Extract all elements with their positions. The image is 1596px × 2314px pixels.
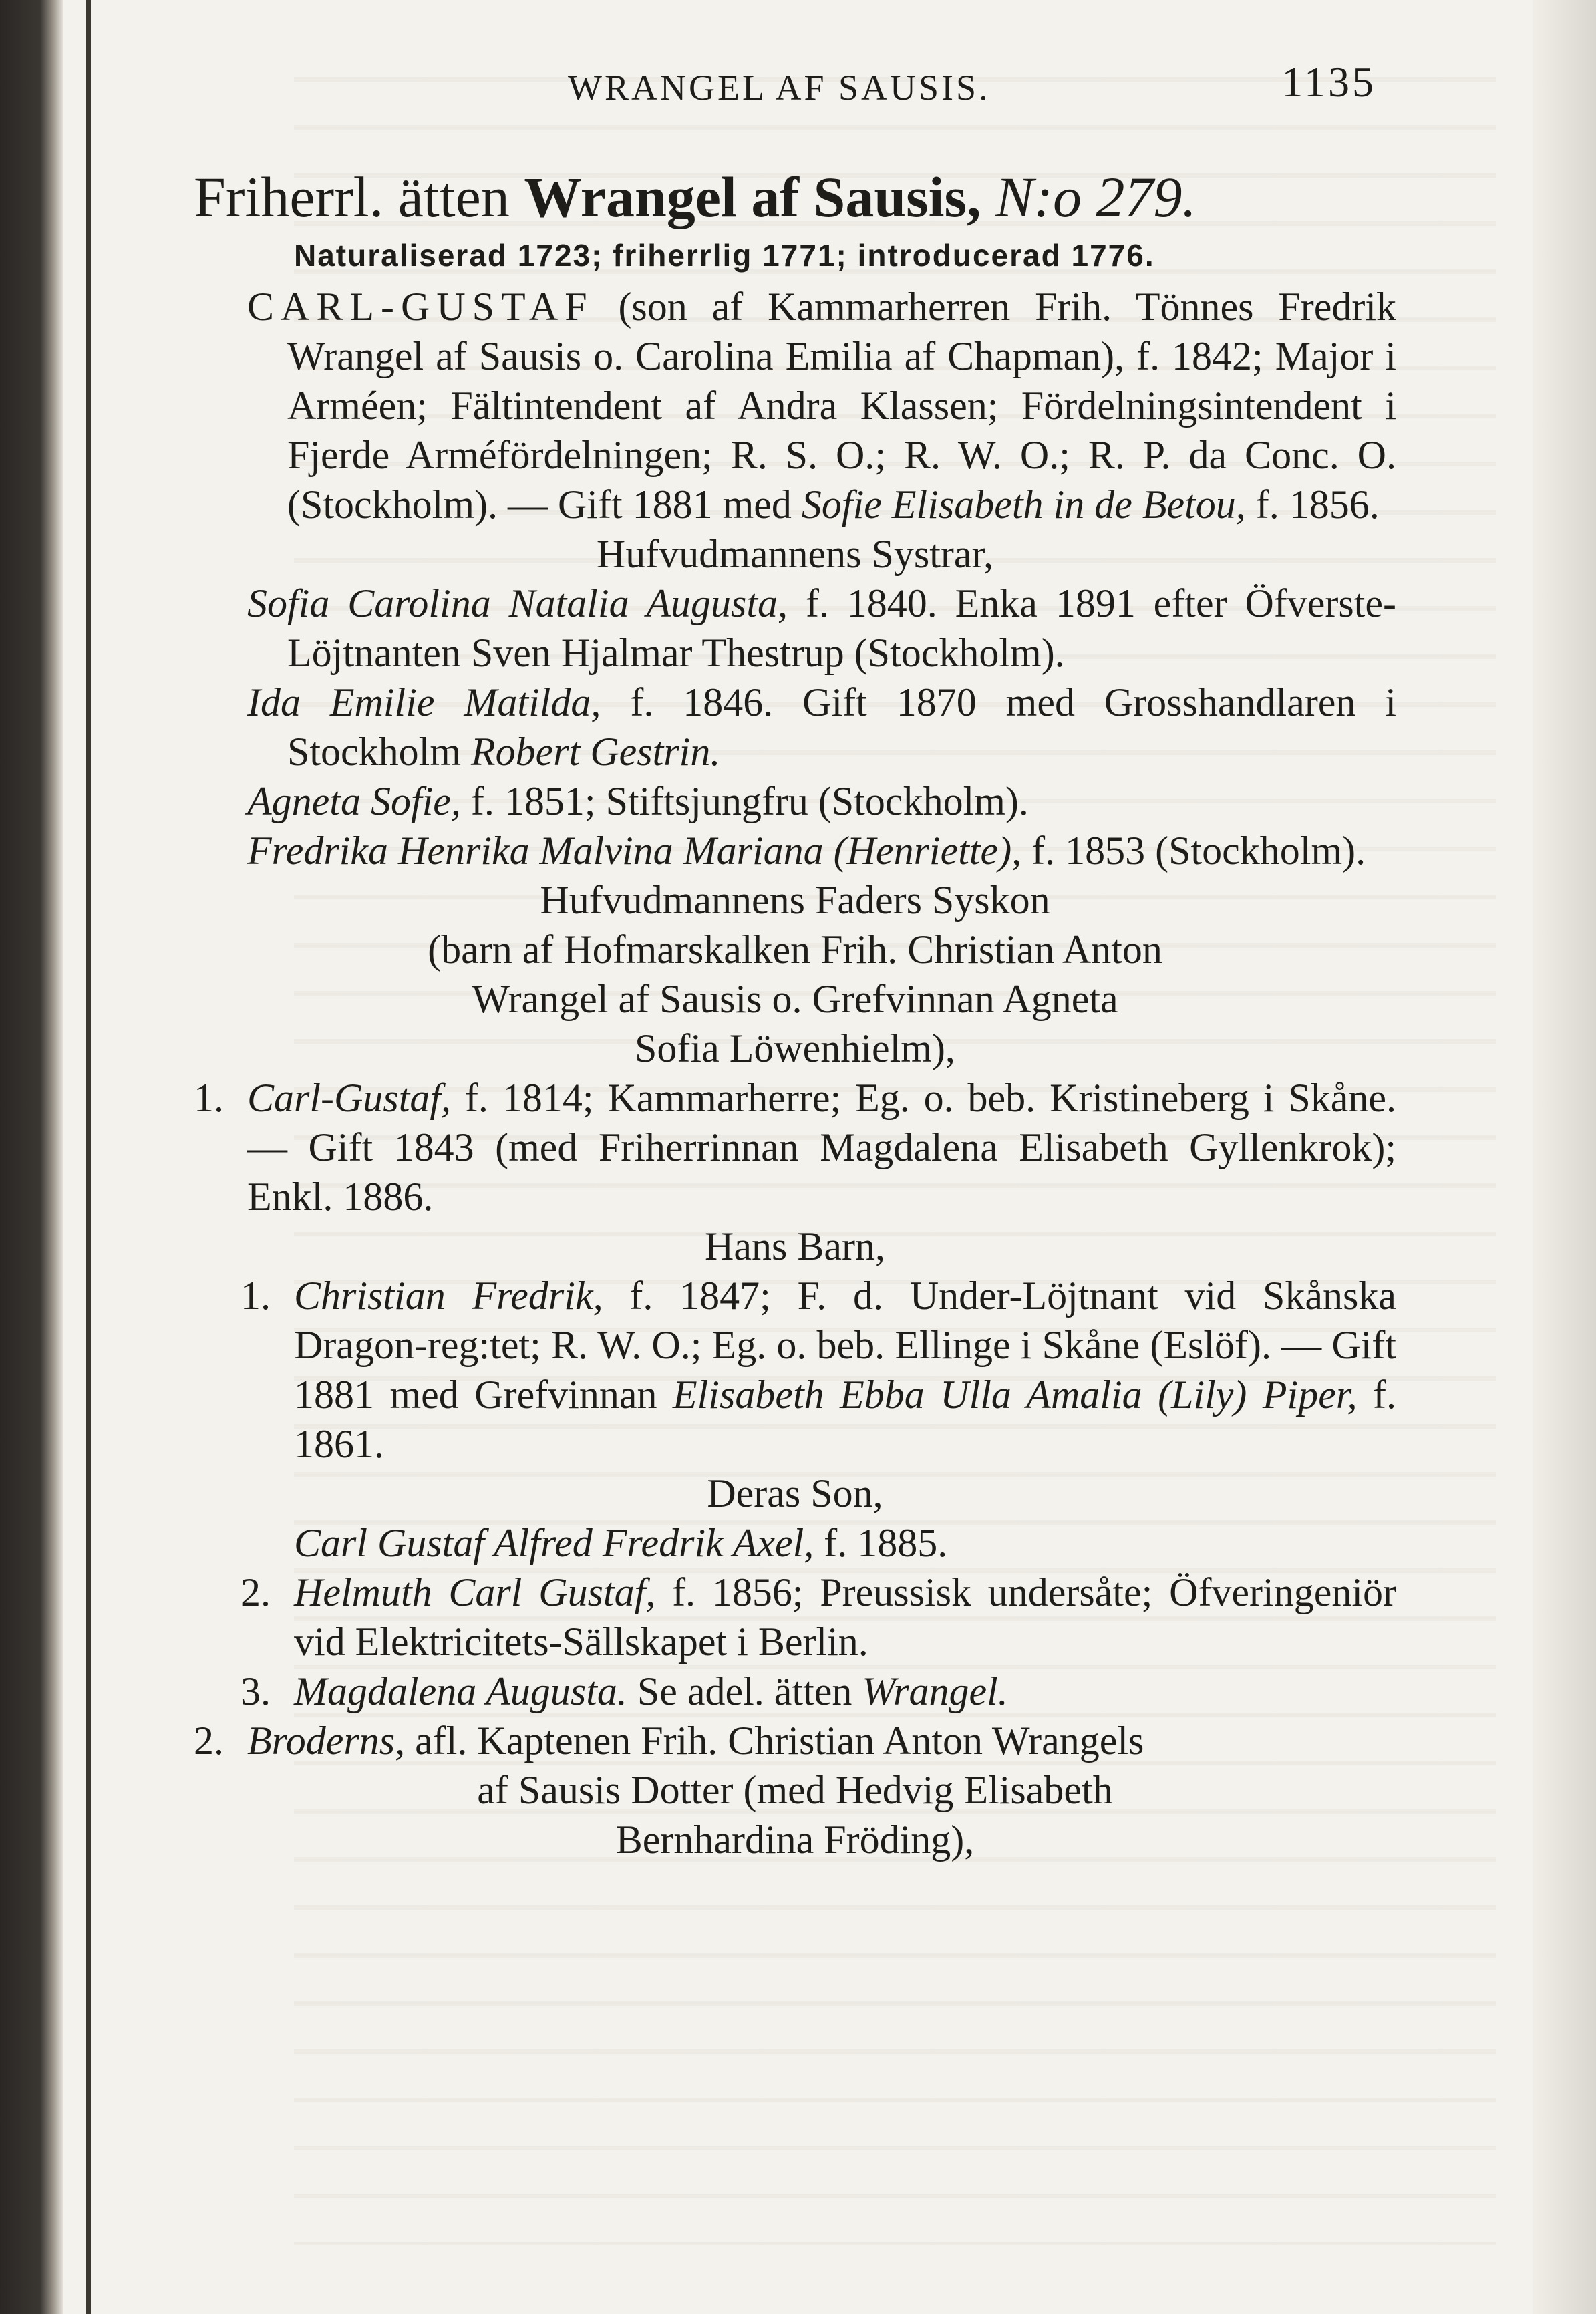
family-title: [194, 160, 1396, 234]
broderns-line: Bernhardina Fröding),: [615, 1818, 975, 1862]
child-entry: [194, 1667, 1396, 1716]
book-page: [194, 53, 1396, 1864]
entry-name: Broderns,: [247, 1719, 406, 1763]
entry-ref: Wrangel.: [862, 1669, 1008, 1713]
entry-spouse: Elisabeth Ebba Ulla Amalia (Lily) Piper,: [672, 1372, 1358, 1417]
sister-alias: (Henriette),: [833, 829, 1022, 873]
entry-text: afl. Kaptenen Frih. Christian Anton Wrangels: [415, 1719, 1144, 1763]
sister-text: f. 1851; Stiftsjungfru (Stockholm).: [470, 779, 1029, 823]
son-heading: Deras Son,: [707, 1471, 883, 1515]
page-header: [194, 53, 1396, 120]
sister-entry: [194, 776, 1396, 826]
son-name: Carl Gustaf Alfred Fredrik Axel,: [294, 1521, 814, 1565]
entry-name: Magdalena Augusta.: [294, 1669, 627, 1713]
title-family-name: Wrangel af Sausis,: [524, 165, 981, 229]
sister-text: f. 1853 (Stockholm).: [1031, 829, 1366, 873]
entry-spouse-born: f. 1861.: [294, 1372, 1397, 1466]
head-spouse: Sofie Elisabeth in de Betou,: [801, 482, 1246, 527]
running-title: WRANGEL AF SAUSIS.: [568, 67, 991, 108]
entry-name: Carl-Gustaf,: [247, 1076, 452, 1120]
head-entry: [194, 282, 1396, 529]
entry-text: f. 1814; Kammarherre; Eg. o. beb. Kristineberg i Skåne. — Gift 1843 (med Friherrinnan Magdalena Elisabeth Gyllenkrok); Enkl. 1886.: [247, 1076, 1396, 1219]
sister-entry: [194, 678, 1396, 776]
heading-line: Hufvudmannens Faders Syskon: [540, 878, 1050, 922]
sister-name: Sofia Carolina Natalia Augusta,: [247, 581, 788, 625]
title-prefix: Friherrl. ätten: [194, 165, 510, 229]
page-margin-rule: [86, 0, 91, 2314]
head-text: (son af Kammarherren Frih. Tönnes Fredrik Wrangel af Sausis o. Carolina Emilia af Chapman), f. 1842; Major i Arméen; Fältintendent af Andra Klassen; Fördelningsintendent i Fjerde Arméfördelningen; R. S. O.; R. W. O.; R. P. da Conc. O. (Stockholm). — Gift 1881 med: [287, 285, 1396, 527]
entry-number: 1.: [241, 1274, 271, 1318]
entry-text: f. 1847; F. d. Under-Löjtnant vid Skånska Dragon-reg:tet; R. W. O.; Eg. o. beb. Ellinge i Skåne (Eslöf). — Gift 1881 med Grefvinnan: [294, 1274, 1396, 1417]
son-entry: [194, 1518, 1396, 1568]
sister-spouse: Robert Gestrin.: [471, 730, 721, 774]
entry-name: Helmuth Carl Gustaf,: [294, 1570, 656, 1614]
entry-number: 2.: [194, 1719, 224, 1763]
book-spine-shadow: [0, 0, 63, 2314]
sisters-heading: Hufvudmannens Systrar,: [596, 532, 994, 576]
family-subtitle: Naturaliserad 1723; friherrlig 1771; introducerad 1776.: [294, 238, 1155, 273]
child-entry: [194, 1271, 1396, 1469]
sister-name: Ida Emilie Matilda,: [247, 680, 601, 724]
head-name: CARL-GUSTAF: [247, 285, 594, 329]
carl-gustaf-entry: [194, 1073, 1396, 1221]
sister-name: Fredrika Henrika Malvina Mariana: [247, 829, 824, 873]
head-spouse-born: f. 1856.: [1255, 482, 1380, 527]
son-born: f. 1885.: [824, 1521, 948, 1565]
heading-line: Sofia Löwenhielm),: [635, 1026, 955, 1070]
sister-entry: [194, 579, 1396, 678]
page-number: 1135: [1281, 58, 1376, 106]
sister-text: f. 1846. Gift 1870 med Grosshandlaren i Stockholm: [287, 680, 1397, 774]
child-entry: [194, 1568, 1396, 1667]
sister-text: f. 1840. Enka 1891 efter Öfverste-Löjtnanten Sven Hjalmar Thestrup (Stockholm).: [287, 581, 1397, 675]
hans-barn-heading: Hans Barn,: [705, 1224, 885, 1268]
broderns-line: af Sausis Dotter (med Hedvig Elisabeth: [477, 1768, 1113, 1812]
entry-text: Se adel. ätten: [637, 1669, 852, 1713]
sister-entry: [194, 826, 1396, 875]
entry-number: 1.: [194, 1076, 224, 1120]
title-number: N:o 279.: [995, 165, 1196, 229]
entry-number: 3.: [241, 1669, 271, 1713]
broderns-entry: [194, 1716, 1396, 1765]
father-siblings-heading: [194, 875, 1396, 1073]
entry-number: 2.: [241, 1570, 271, 1614]
page-edge: [1533, 0, 1596, 2314]
heading-line: (barn af Hofmarskalken Frih. Christian Anton: [428, 927, 1162, 972]
heading-line: Wrangel af Sausis o. Grefvinnan Agneta: [472, 977, 1118, 1021]
sister-name: Agneta Sofie,: [247, 779, 461, 823]
entry-text: f. 1856; Preussisk undersåte; Öfveringeniör vid Elektricitets-Sällskapet i Berlin.: [294, 1570, 1396, 1664]
entry-name: Christian Fredrik,: [294, 1274, 603, 1318]
